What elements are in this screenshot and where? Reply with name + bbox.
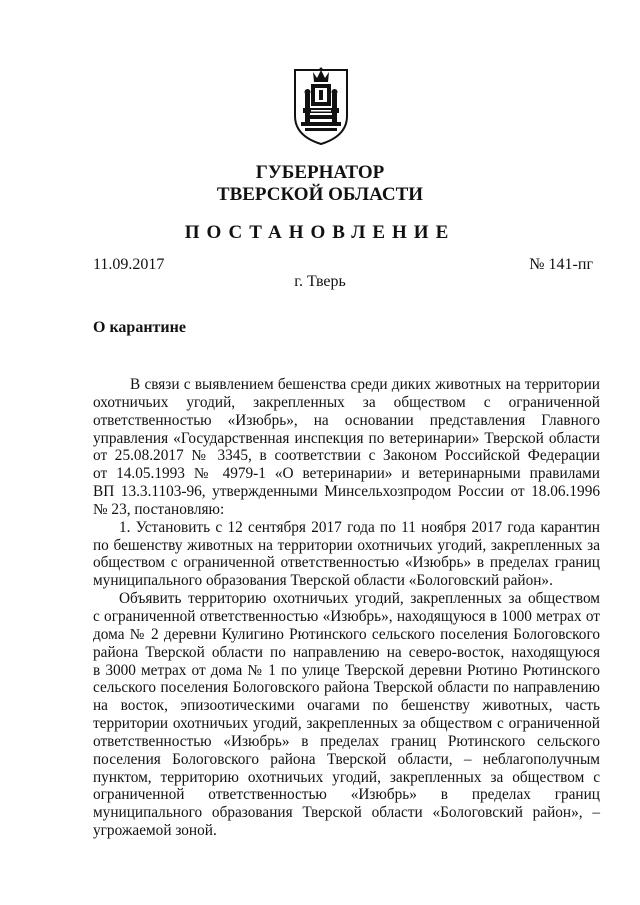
document-number: № 141-пг — [529, 256, 593, 273]
body-line: 1. Установить с 12 сентября 2017 года по 11 ноября 2017 года карантин — [119, 518, 600, 536]
document-date: 11.09.2017 — [93, 256, 165, 273]
body-line: от 25.08.2017 № 3345, в соответствии с Законом Российской Федерации — [93, 447, 600, 465]
body-line: территории охотничьих угодий, закрепленных за обществом с ограниченной — [93, 715, 600, 733]
body-line: угрожаемой зоной. — [93, 822, 217, 840]
body-line: муниципального образования Тверской области «Бологовский район». — [93, 572, 553, 590]
document-type-heading: ПОСТАНОВЛЕНИЕ — [184, 222, 456, 243]
body-line: на восток, эпизоотическими очагами по бешенству животных, часть — [93, 697, 600, 715]
body-line: дома № 2 деревни Кулигино Рютинского сельского поселения Бологовского — [93, 625, 600, 643]
tver-coat-of-arms-icon — [289, 64, 353, 146]
authority-title-line1: ГУБЕРНАТОР — [255, 162, 385, 183]
body-line: с ограниченной ответственностью «Изюбрь», находящуюся в 1000 метрах от — [93, 607, 600, 625]
body-line: района Тверской области по направлению на северо-восток, находящуюся — [93, 643, 600, 661]
body-line: ограниченной ответственностью «Изюбрь» в пределах границ — [93, 786, 600, 804]
body-line: управления «Государственная инспекция по ветеринарии» Тверской области — [93, 429, 600, 447]
body-line: в 3000 метрах от дома № 1 по улице Тверской деревни Рютино Рютинского — [93, 661, 600, 679]
body-line: ответственностью «Изюбрь», на основании представления Главного — [93, 411, 600, 429]
body-line: Объявить территорию охотничьих угодий, закрепленных за обществом — [119, 590, 600, 608]
body-line: В связи с выявлением бешенства среди диких животных на территории — [130, 376, 600, 393]
body-line: ответственностью «Изюбрь» в пределах границ Рютинского сельского — [93, 732, 600, 750]
body-line: сельского поселения Бологовского района Тверской области по направлению — [93, 679, 600, 697]
document-city: г. Тверь — [294, 273, 346, 290]
body-line: № 23, постановляю: — [93, 500, 225, 518]
body-line: пунктом, территорию охотничьих угодий, закрепленных за обществом с — [93, 768, 600, 786]
body-line: муниципального образования Тверской области «Бологовский район», – — [93, 804, 600, 822]
document-body — [93, 376, 600, 840]
authority-title-line2: ТВЕРСКОЙ ОБЛАСТИ — [216, 184, 424, 205]
body-line: поселения Бологовского района Тверской области, – неблагополучным — [93, 750, 600, 768]
body-line: ВП 13.3.1103-96, утвержденными Минсельхозпродом России от 18.06.1996 — [93, 483, 600, 501]
body-line: от 14.05.1993 № 4979-1 «О ветеринарии» и ветеринарными правилами — [93, 465, 600, 483]
body-line: охотничьих угодий, закрепленных за обществом с ограниченной — [93, 393, 600, 411]
body-line: по бешенству животных на территории охотничьих угодий, закрепленных за — [93, 536, 600, 554]
document-subject: О карантине — [93, 319, 186, 336]
body-line: обществом с ограниченной ответственностью «Изюбрь» в пределах границ — [93, 554, 600, 572]
